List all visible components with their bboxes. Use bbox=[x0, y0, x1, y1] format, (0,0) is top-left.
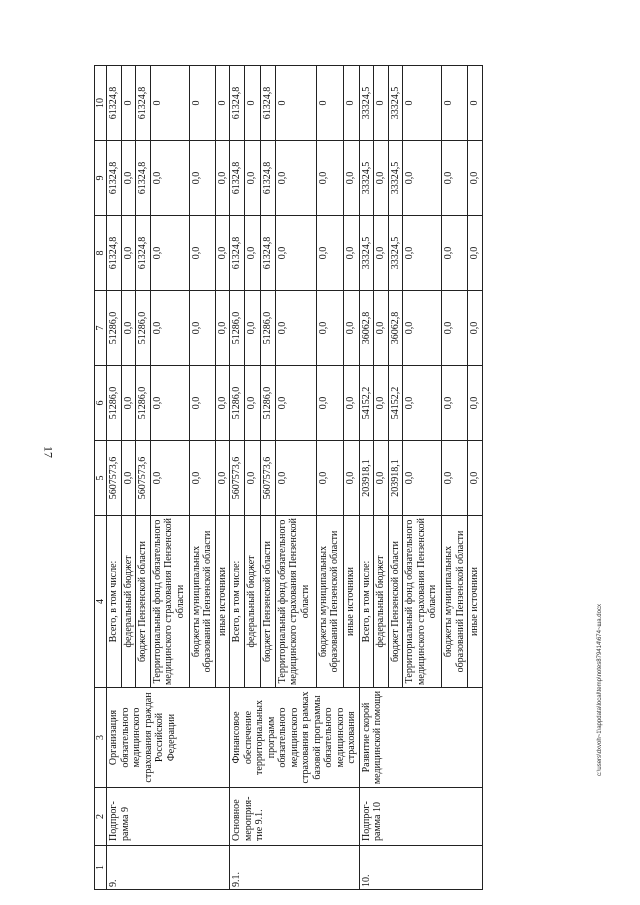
amount-cell: 0,0 bbox=[374, 216, 389, 291]
amount-cell: 0,0 bbox=[403, 366, 442, 441]
amount-cell: 0 bbox=[316, 66, 343, 141]
amount-cell: 0,0 bbox=[189, 441, 215, 516]
amount-cell: 33324,5 bbox=[388, 141, 403, 216]
amount-cell: 0,0 bbox=[403, 141, 442, 216]
table-row bbox=[230, 66, 245, 890]
program-name: Развитие скорой медицинской помощи bbox=[360, 690, 383, 785]
amount-cell: 51286,0 bbox=[107, 366, 122, 441]
amount-cell: 0,0 bbox=[245, 216, 260, 291]
amount-cell: 0,0 bbox=[189, 366, 215, 441]
amount-cell: 61324,8 bbox=[107, 216, 122, 291]
col-header: 4 bbox=[95, 516, 107, 688]
amount-cell: 33324,5 bbox=[388, 66, 403, 141]
amount-cell: 0,0 bbox=[403, 291, 442, 366]
amount-cell: 0,0 bbox=[215, 441, 230, 516]
amount-cell: 0,0 bbox=[374, 141, 389, 216]
amount-cell: 0,0 bbox=[275, 216, 316, 291]
amount-cell: 0,0 bbox=[215, 216, 230, 291]
program-type: Основное мероприя- тие 9.1. bbox=[231, 796, 265, 841]
amount-cell: 61324,8 bbox=[260, 66, 275, 141]
amount-cell: 0,0 bbox=[121, 441, 136, 516]
amount-cell: 36062,8 bbox=[388, 291, 403, 366]
amount-cell: 54152,2 bbox=[359, 366, 374, 441]
amount-cell: 0,0 bbox=[374, 441, 389, 516]
amount-cell: 0,0 bbox=[150, 291, 189, 366]
amount-cell: 33324,5 bbox=[359, 66, 374, 141]
amount-cell: 0,0 bbox=[189, 141, 215, 216]
col-header: 5 bbox=[95, 441, 107, 516]
amount-cell: 61324,8 bbox=[107, 66, 122, 141]
footer-file-path: c:\users\dxvoh~1\appdata\local\temp\notes879414\674~ша.docx bbox=[597, 604, 603, 776]
amount-cell: 0,0 bbox=[344, 366, 359, 441]
amount-cell: 51286,0 bbox=[230, 366, 245, 441]
amount-cell: 0,0 bbox=[316, 291, 343, 366]
amount-cell: 0,0 bbox=[344, 441, 359, 516]
funding-source: Территориальный фонд обязательного медицинского страхования Пензенской области bbox=[403, 516, 442, 688]
amount-cell: 0 bbox=[150, 66, 189, 141]
col-header: 6 bbox=[95, 366, 107, 441]
amount-cell: 0,0 bbox=[121, 291, 136, 366]
amount-cell: 0,0 bbox=[245, 366, 260, 441]
funding-source: бюджет Пензенской области bbox=[388, 516, 403, 688]
funding-source: Всего, в том числе: bbox=[230, 516, 245, 688]
amount-cell: 36062,8 bbox=[359, 291, 374, 366]
rotated-table-container bbox=[94, 66, 610, 890]
amount-cell: 0,0 bbox=[468, 141, 483, 216]
amount-cell: 61324,8 bbox=[136, 216, 151, 291]
amount-cell: 0,0 bbox=[121, 366, 136, 441]
program-type: Подпрог- рамма 10 bbox=[360, 801, 383, 841]
amount-cell: 54152,2 bbox=[388, 366, 403, 441]
table-body bbox=[107, 66, 483, 890]
amount-cell: 0,0 bbox=[442, 441, 468, 516]
amount-cell: 0,0 bbox=[344, 141, 359, 216]
amount-cell: 0,0 bbox=[374, 291, 389, 366]
funding-source: федеральный бюджет bbox=[374, 516, 389, 688]
amount-cell: 0,0 bbox=[403, 441, 442, 516]
amount-cell: 5607573,6 bbox=[230, 441, 245, 516]
program-name: Финансовое обеспечение территориальных программ обязательного медицинского страхования в рамках базовой программы обязательного медицинского страхования bbox=[231, 691, 357, 784]
funding-source: бюджет Пензенской области bbox=[136, 516, 151, 688]
page-number: 17 bbox=[41, 446, 56, 458]
amount-cell: 203918,1 bbox=[388, 441, 403, 516]
funding-source: Территориальный фонд обязательного медицинского страхования Пензенской области bbox=[150, 516, 189, 688]
amount-cell: 0,0 bbox=[245, 441, 260, 516]
amount-cell: 61324,8 bbox=[230, 141, 245, 216]
amount-cell: 0,0 bbox=[150, 366, 189, 441]
col-header: 9 bbox=[95, 141, 107, 216]
program-type: Подпрог- рамма 9 bbox=[108, 801, 131, 841]
row-number: 9. bbox=[108, 879, 119, 887]
col-header: 7 bbox=[95, 291, 107, 366]
funding-source: бюджеты муниципальных образований Пензенской области bbox=[189, 516, 215, 688]
amount-cell: 0 bbox=[374, 66, 389, 141]
amount-cell: 0,0 bbox=[150, 441, 189, 516]
amount-cell: 51286,0 bbox=[107, 291, 122, 366]
amount-cell: 61324,8 bbox=[107, 141, 122, 216]
amount-cell: 0,0 bbox=[245, 291, 260, 366]
amount-cell: 0 bbox=[403, 66, 442, 141]
amount-cell: 33324,5 bbox=[388, 216, 403, 291]
row-number: 10. bbox=[360, 874, 372, 887]
col-header: 10 bbox=[95, 66, 107, 141]
funding-table bbox=[94, 65, 483, 890]
col-header: 1 bbox=[95, 846, 107, 890]
amount-cell: 0,0 bbox=[150, 141, 189, 216]
amount-cell: 51286,0 bbox=[136, 291, 151, 366]
col-header: 2 bbox=[95, 788, 107, 846]
amount-cell: 0,0 bbox=[215, 366, 230, 441]
amount-cell: 5607573,6 bbox=[136, 441, 151, 516]
amount-cell: 5607573,6 bbox=[107, 441, 122, 516]
row-number: 9.1. bbox=[231, 872, 242, 887]
amount-cell: 0,0 bbox=[442, 141, 468, 216]
amount-cell: 51286,0 bbox=[136, 366, 151, 441]
amount-cell: 61324,8 bbox=[230, 66, 245, 141]
amount-cell: 51286,0 bbox=[230, 291, 245, 366]
amount-cell: 0,0 bbox=[468, 216, 483, 291]
amount-cell: 61324,8 bbox=[260, 216, 275, 291]
amount-cell: 0,0 bbox=[468, 441, 483, 516]
amount-cell: 0,0 bbox=[403, 216, 442, 291]
funding-source: Всего, в том числе: bbox=[359, 516, 374, 688]
amount-cell: 0,0 bbox=[316, 141, 343, 216]
amount-cell: 5607573,6 bbox=[260, 441, 275, 516]
amount-cell: 0,0 bbox=[215, 141, 230, 216]
amount-cell: 0,0 bbox=[189, 291, 215, 366]
amount-cell: 0,0 bbox=[121, 216, 136, 291]
funding-source: бюджет Пензенской области bbox=[260, 516, 275, 688]
amount-cell: 51286,0 bbox=[260, 291, 275, 366]
funding-source: иные источники bbox=[344, 516, 359, 688]
header-row bbox=[95, 66, 107, 890]
amount-cell: 0,0 bbox=[442, 216, 468, 291]
funding-source: бюджеты муниципальных образований Пензенской области bbox=[316, 516, 343, 688]
amount-cell: 0 bbox=[121, 66, 136, 141]
amount-cell: 0 bbox=[442, 66, 468, 141]
funding-source: федеральный бюджет bbox=[245, 516, 260, 688]
amount-cell: 61324,8 bbox=[260, 141, 275, 216]
amount-cell: 0,0 bbox=[275, 141, 316, 216]
amount-cell: 0 bbox=[189, 66, 215, 141]
amount-cell: 61324,8 bbox=[136, 66, 151, 141]
funding-source: федеральный бюджет bbox=[121, 516, 136, 688]
amount-cell: 0,0 bbox=[215, 291, 230, 366]
amount-cell: 0,0 bbox=[121, 141, 136, 216]
amount-cell: 0,0 bbox=[275, 291, 316, 366]
amount-cell: 0 bbox=[468, 66, 483, 141]
funding-source: иные источники bbox=[468, 516, 483, 688]
amount-cell: 0,0 bbox=[316, 216, 343, 291]
amount-cell: 33324,5 bbox=[359, 216, 374, 291]
amount-cell: 0,0 bbox=[442, 291, 468, 366]
amount-cell: 0,0 bbox=[442, 366, 468, 441]
funding-source: Территориальный фонд обязательного медицинского страхования Пензенской области bbox=[275, 516, 316, 688]
amount-cell: 0,0 bbox=[275, 441, 316, 516]
amount-cell: 0,0 bbox=[275, 366, 316, 441]
amount-cell: 0 bbox=[275, 66, 316, 141]
amount-cell: 61324,8 bbox=[230, 216, 245, 291]
amount-cell: 0,0 bbox=[316, 441, 343, 516]
amount-cell: 0 bbox=[344, 66, 359, 141]
table-row bbox=[359, 66, 374, 890]
amount-cell: 0,0 bbox=[245, 141, 260, 216]
amount-cell: 33324,5 bbox=[359, 141, 374, 216]
amount-cell: 0,0 bbox=[344, 291, 359, 366]
amount-cell: 0,0 bbox=[344, 216, 359, 291]
amount-cell: 0,0 bbox=[468, 291, 483, 366]
amount-cell: 203918,1 bbox=[359, 441, 374, 516]
amount-cell: 0,0 bbox=[468, 366, 483, 441]
amount-cell: 0,0 bbox=[374, 366, 389, 441]
amount-cell: 51286,0 bbox=[260, 366, 275, 441]
funding-source: иные источники bbox=[215, 516, 230, 688]
col-header: 3 bbox=[95, 688, 107, 788]
funding-source: Всего, в том числе: bbox=[107, 516, 122, 688]
amount-cell: 0,0 bbox=[316, 366, 343, 441]
funding-source: бюджеты муниципальных образований Пензенской области bbox=[442, 516, 468, 688]
amount-cell: 0,0 bbox=[150, 216, 189, 291]
col-header: 8 bbox=[95, 216, 107, 291]
amount-cell: 61324,8 bbox=[136, 141, 151, 216]
amount-cell: 0 bbox=[215, 66, 230, 141]
amount-cell: 0 bbox=[245, 66, 260, 141]
amount-cell: 0,0 bbox=[189, 216, 215, 291]
program-name: Организация обязательного медицинского страхования граждан Российской Федерации bbox=[108, 692, 177, 783]
table-row bbox=[107, 66, 122, 890]
